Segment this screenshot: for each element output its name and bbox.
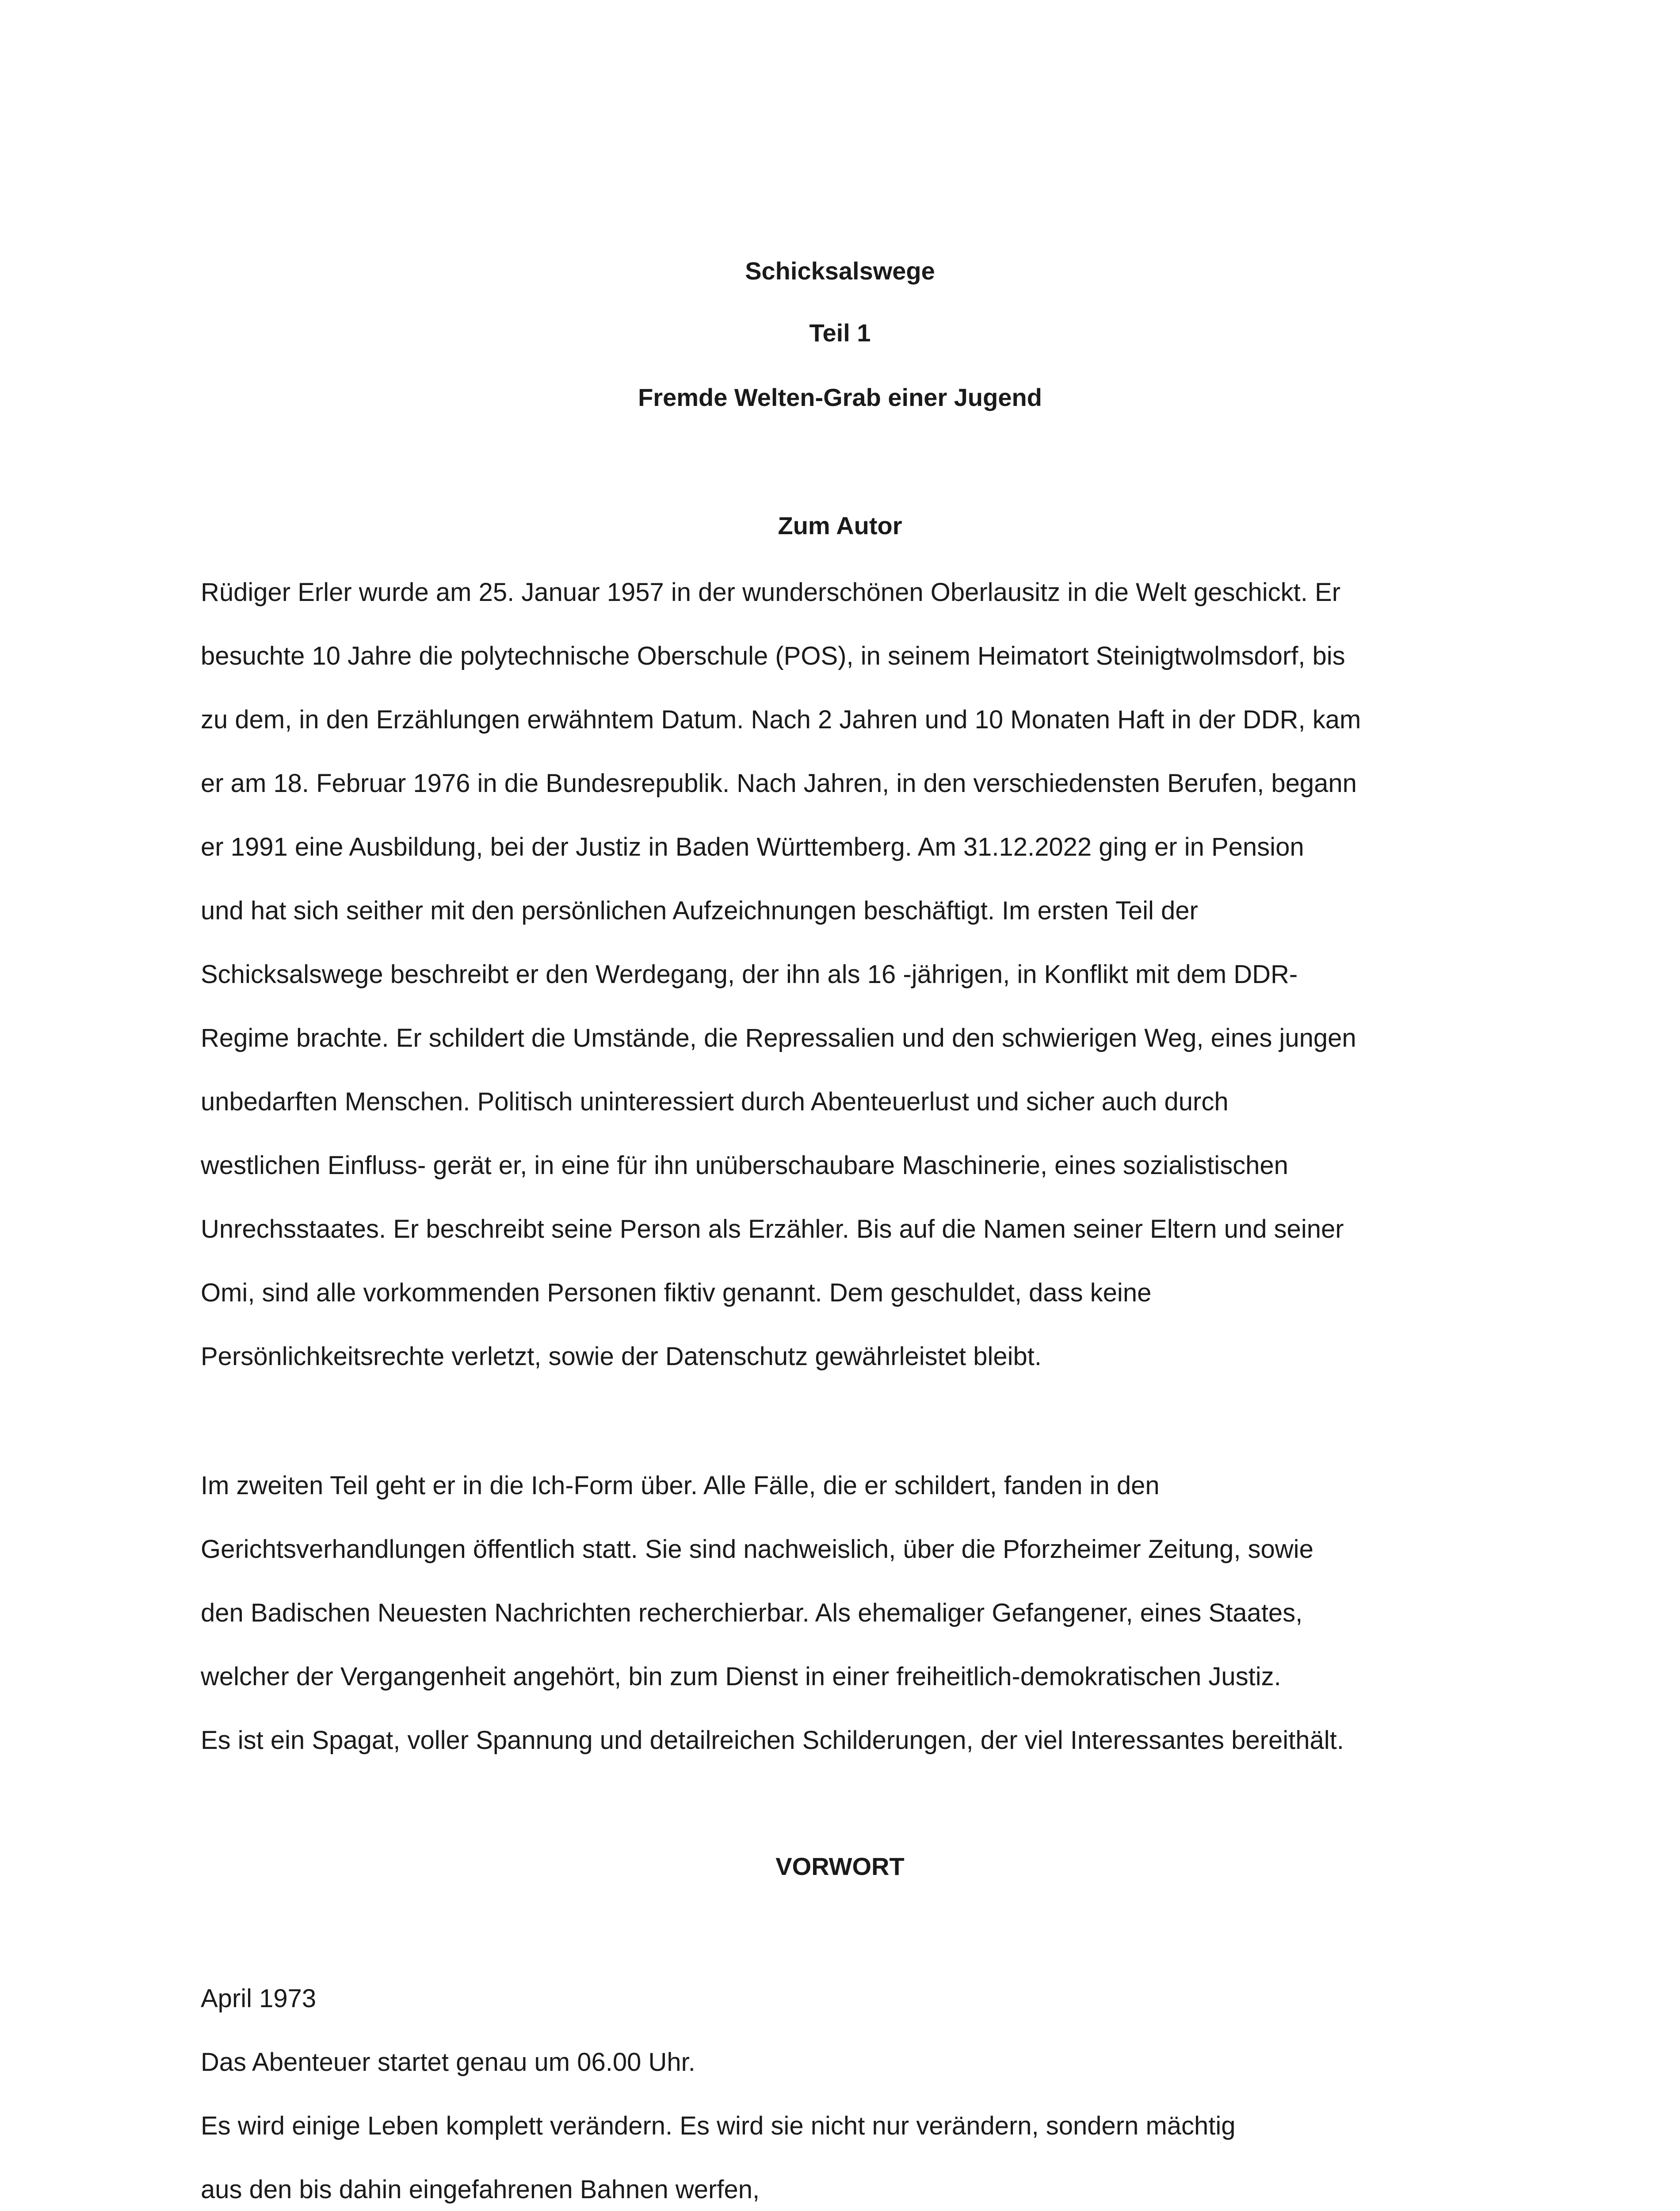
author-paragraph (201, 561, 1483, 1389)
text-line: Regime brachte. Er schildert die Umstände, die Repressalien und den schwierigen Weg, eines jungen (201, 1024, 1356, 1052)
text-line: unbedarften Menschen. Politisch uninteressiert durch Abenteuerlust und sicher auch durch (201, 1087, 1229, 1116)
text-line: Gerichtsverhandlungen öffentlich statt. Sie sind nachweislich, über die Pforzheimer Zeitung, sowie (201, 1535, 1313, 1564)
text-line: den Badischen Neuesten Nachrichten recherchierbar. Als ehemaliger Gefangener, eines Staates, (201, 1599, 1303, 1627)
text-line: April 1973 (201, 1984, 317, 2013)
text-line: Rüdiger Erler wurde am 25. Januar 1957 in der wunderschönen Oberlausitz in die Welt geschickt. Er (201, 578, 1341, 607)
text-line: aus den bis dahin eingefahrenen Bahnen werfen, (201, 2175, 760, 2204)
text-line: Es wird einige Leben komplett verändern. Es wird sie nicht nur verändern, sondern mächtig (201, 2112, 1236, 2140)
text-line: besuchte 10 Jahre die polytechnische Oberschule (POS), in seinem Heimatort Steinigtwolmsdorf, bis (201, 642, 1345, 670)
text-line: Persönlichkeitsrechte verletzt, sowie der Datenschutz gewährleistet bleibt. (201, 1342, 1042, 1371)
document-part: Teil 1 (809, 319, 871, 347)
text-line: und hat sich seither mit den persönlichen Aufzeichnungen beschäftigt. Im ersten Teil der (201, 896, 1198, 925)
text-line: Das Abenteuer startet genau um 06.00 Uhr. (201, 2048, 695, 2077)
text-line: er am 18. Februar 1976 in die Bundesrepublik. Nach Jahren, in den verschiedensten Berufen, begann (201, 769, 1357, 798)
text-line: zu dem, in den Erzählungen erwähntem Datum. Nach 2 Jahren und 10 Monaten Haft in der DDR, kam (201, 705, 1361, 734)
document-subtitle: Fremde Welten-Grab einer Jugend (638, 383, 1042, 411)
second-part-paragraph (201, 1454, 1483, 1772)
text-line: Im zweiten Teil geht er in die Ich-Form über. Alle Fälle, die er schildert, fanden in den (201, 1471, 1160, 1500)
document-title: Schicksalswege (745, 257, 935, 285)
text-line: er 1991 eine Ausbildung, bei der Justiz in Baden Württemberg. Am 31.12.2022 ging er in Pension (201, 833, 1304, 861)
text-line: Schicksalswege beschreibt er den Werdegang, der ihn als 16 -jährigen, in Konflikt mit dem DDR- (201, 960, 1298, 989)
foreword-heading: VORWORT (775, 1852, 905, 1880)
text-line: Es ist ein Spagat, voller Spannung und detailreichen Schilderungen, der viel Interessantes bereithält. (201, 1726, 1344, 1755)
text-line: welcher der Vergangenheit angehört, bin zum Dienst in einer freiheitlich-demokratischen Justiz. (201, 1662, 1281, 1691)
text-line: Omi, sind alle vorkommenden Personen fiktiv genannt. Dem geschuldet, dass keine (201, 1278, 1152, 1307)
foreword-paragraph (201, 1967, 1483, 2211)
text-line: westlichen Einfluss- gerät er, in eine für ihn unüberschaubare Maschinerie, eines sozialistischen (201, 1151, 1288, 1180)
text-line: Unrechsstaates. Er beschreibt seine Person als Erzähler. Bis auf die Namen seiner Eltern und seiner (201, 1215, 1344, 1243)
author-heading: Zum Autor (778, 512, 902, 539)
